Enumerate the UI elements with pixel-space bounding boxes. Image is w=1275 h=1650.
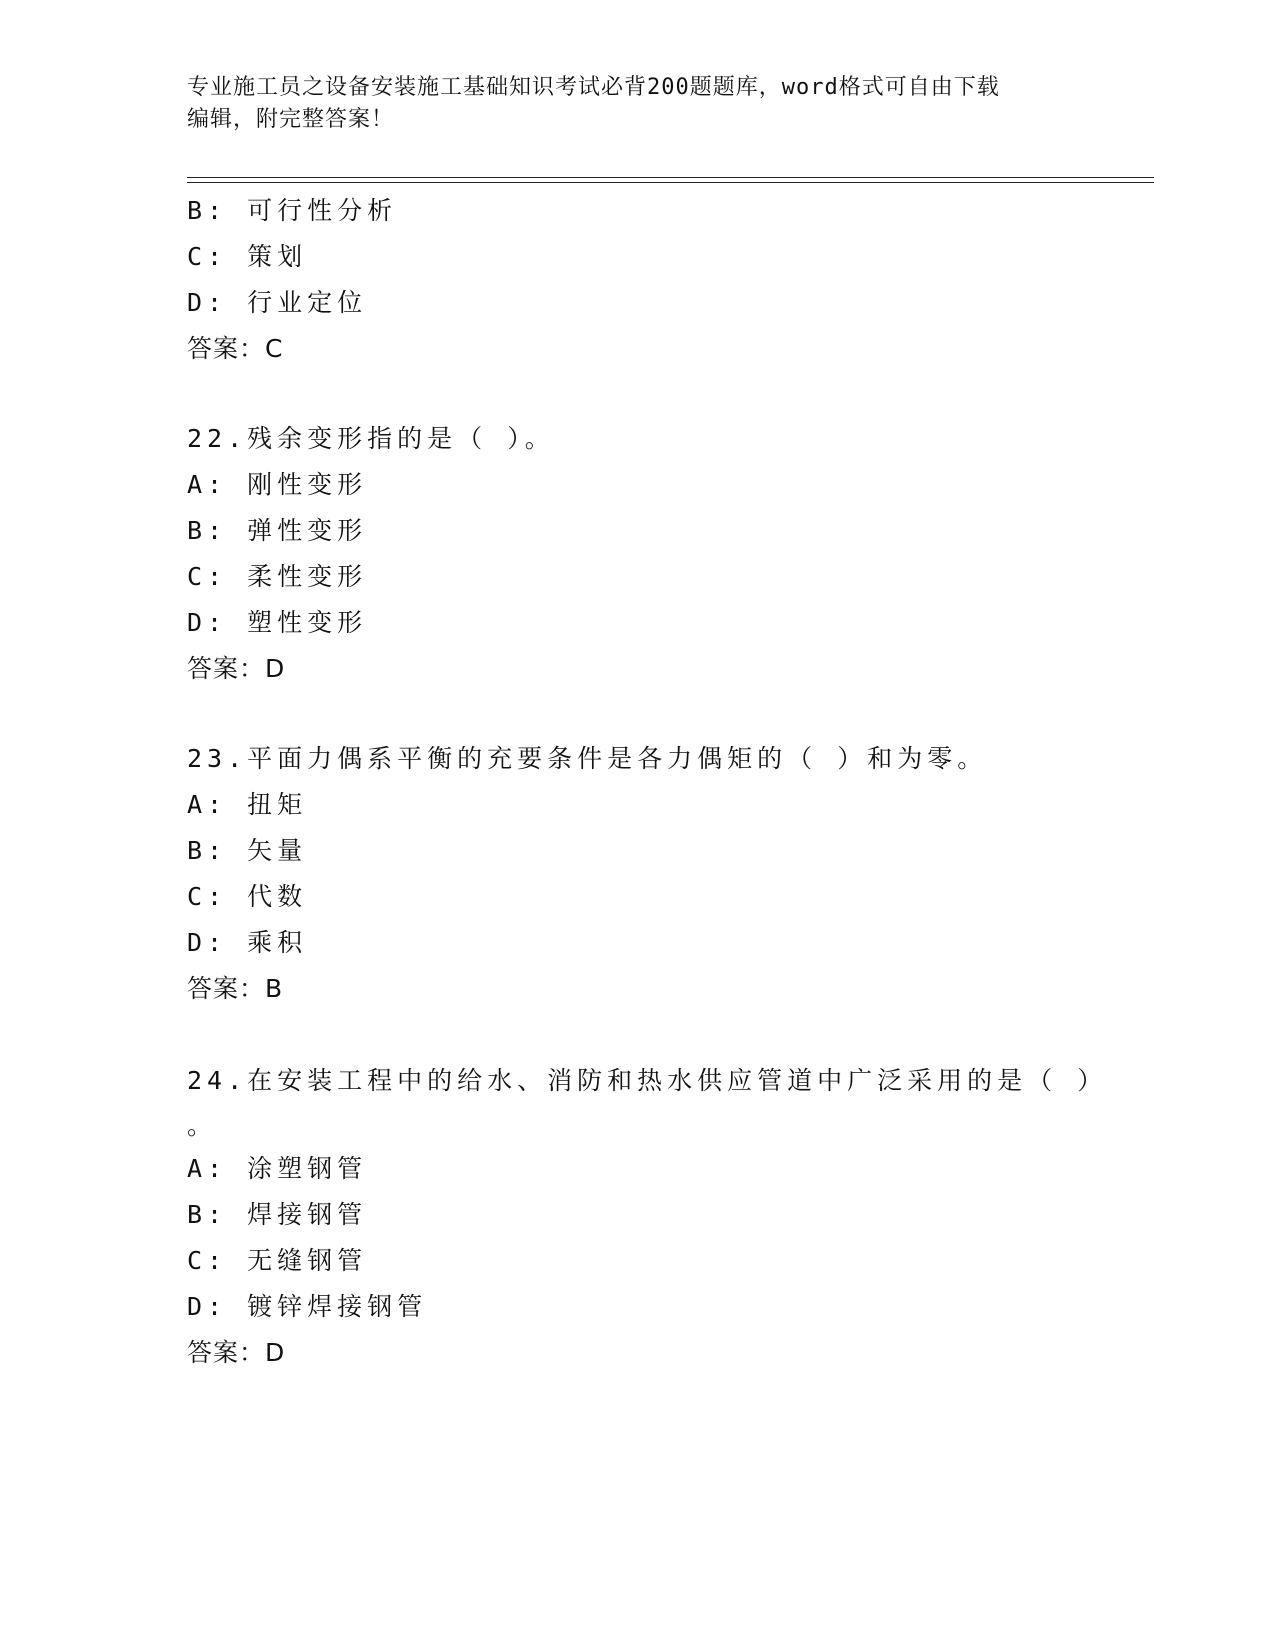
question-spacer — [187, 692, 1137, 736]
option-a: A: 涂塑钢管 — [187, 1154, 368, 1183]
question-list — [187, 188, 1137, 1376]
option-d: D: 塑性变形 — [187, 608, 368, 637]
answer-line: 答案：D — [187, 1338, 286, 1367]
question-spacer — [187, 372, 1137, 416]
option-c: C: 策划 — [187, 242, 308, 271]
header-divider-top — [187, 177, 1154, 178]
header-divider-bottom — [187, 182, 1154, 183]
question-21-block — [187, 188, 1137, 372]
option-c: C: 柔性变形 — [187, 562, 368, 591]
answer-line: 答案：B — [187, 974, 284, 1003]
option-a: A: 刚性变形 — [187, 470, 368, 499]
question-24-block — [187, 1056, 1137, 1376]
option-d: D: 镀锌焊接钢管 — [187, 1292, 428, 1321]
document-header — [187, 72, 1087, 136]
option-c: C: 代数 — [187, 882, 308, 911]
answer-line: 答案：C — [187, 334, 284, 363]
option-b: B: 弹性变形 — [187, 516, 368, 545]
question-23-block — [187, 736, 1137, 1012]
header-title-line-1: 专业施工员之设备安装施工基础知识考试必背200题题库，word格式可自由下载 — [187, 75, 1000, 100]
option-d: D: 乘积 — [187, 928, 308, 957]
option-b: B: 焊接钢管 — [187, 1200, 368, 1229]
question-stem: 24.在安装工程中的给水、消防和热水供应管道中广泛采用的是（ ） — [187, 1066, 1108, 1095]
option-b: B: 矢量 — [187, 836, 308, 865]
question-stem: 23.平面力偶系平衡的充要条件是各力偶矩的（ ）和为零。 — [187, 744, 988, 773]
question-22-block — [187, 416, 1137, 692]
option-b: B: 可行性分析 — [187, 196, 398, 225]
option-d: D: 行业定位 — [187, 288, 368, 317]
header-title-line-2: 编辑，附完整答案！ — [187, 107, 395, 132]
answer-line: 答案：D — [187, 654, 286, 683]
option-c: C: 无缝钢管 — [187, 1246, 368, 1275]
option-a: A: 扭矩 — [187, 790, 308, 819]
question-spacer — [187, 1012, 1137, 1056]
question-stem: 22.残余变形指的是（ ）。 — [187, 424, 555, 453]
question-stem-continued: 。 — [187, 1111, 218, 1140]
